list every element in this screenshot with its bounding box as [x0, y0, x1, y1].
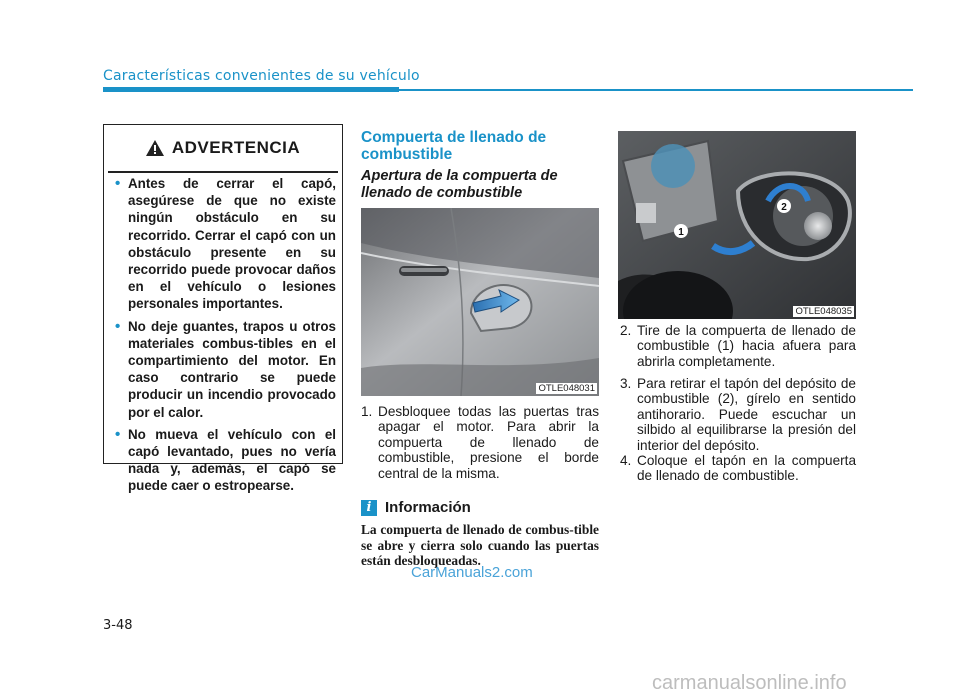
warning-divider [108, 171, 338, 173]
step-number: 3. [620, 376, 632, 391]
warning-triangle-icon [146, 140, 164, 156]
step-1 [361, 404, 599, 481]
section-subtitle: Apertura de la compuerta de llenado de combustible [361, 168, 558, 201]
warning-header [104, 125, 342, 171]
figure1-caption: OTLE048031 [538, 383, 595, 394]
header-rule [103, 89, 913, 91]
warning-item: • Antes de cerrar el capó, asegúrese de que no existe ningún obstáculo en su recorrido. Cerrar el capó con un obstáculo presente en su recorrido puede provocar daños en el vehículo o lesiones personales importantes. [118, 175, 336, 313]
step-text: Desbloquee todas las puertas tras apagar el motor. Para abrir la compuerta de llenado de combustible, presione el borde central de la misma. [378, 404, 599, 481]
callout-1: 1 [678, 227, 684, 238]
step-text: Tire de la compuerta de llenado de combustible (1) hacia afuera para abrirla completamente. [637, 323, 856, 369]
section-title: Compuerta de llenado de combustible [361, 129, 547, 163]
step-2 [620, 323, 856, 369]
step-text: Para retirar el tapón del depósito de combustible (2), gírelo en sentido antihorario. Puede escuchar un silbido al equilibrarse la presión del interior del depósito. [637, 376, 856, 453]
step-number: 1. [361, 404, 373, 419]
warning-box [103, 124, 343, 494]
figure2-caption: OTLE048035 [795, 306, 852, 317]
fuel-door-closed-photo [361, 208, 599, 396]
warning-item: • No deje guantes, trapos u otros materiales combus-tibles en el compartimiento del motor. En caso contrario se puede producir un incendio provocado por el calor. [118, 318, 336, 421]
step-number: 2. [620, 323, 632, 338]
watermark: CarManuals2.com [411, 564, 533, 581]
page-number: 3-48 [103, 618, 133, 633]
step-number: 4. [620, 453, 632, 468]
step-text: Coloque el tapón en la compuerta de llenado de combustible. [637, 453, 856, 484]
fuel-cap-open-photo [618, 131, 856, 319]
info-text: La compuerta de llenado de combus-tible se abre y cierra solo cuando las puertas están desbloqueadas. [361, 522, 599, 569]
callout-2: 2 [781, 202, 787, 213]
warning-item: • No mueva el vehículo con el capó levantado, pues no vería nada y, además, el capó se puede caer o estropearse. [118, 426, 336, 495]
header-title: Características convenientes de su vehículo [103, 68, 420, 84]
info-title: Información [385, 499, 471, 516]
warning-title: ADVERTENCIA [171, 138, 301, 157]
warning-list [118, 175, 336, 500]
step-3 [620, 376, 856, 453]
info-icon: i [361, 500, 377, 516]
footer-watermark: carmanualsonline.info [652, 672, 847, 694]
step-4 [620, 453, 856, 484]
